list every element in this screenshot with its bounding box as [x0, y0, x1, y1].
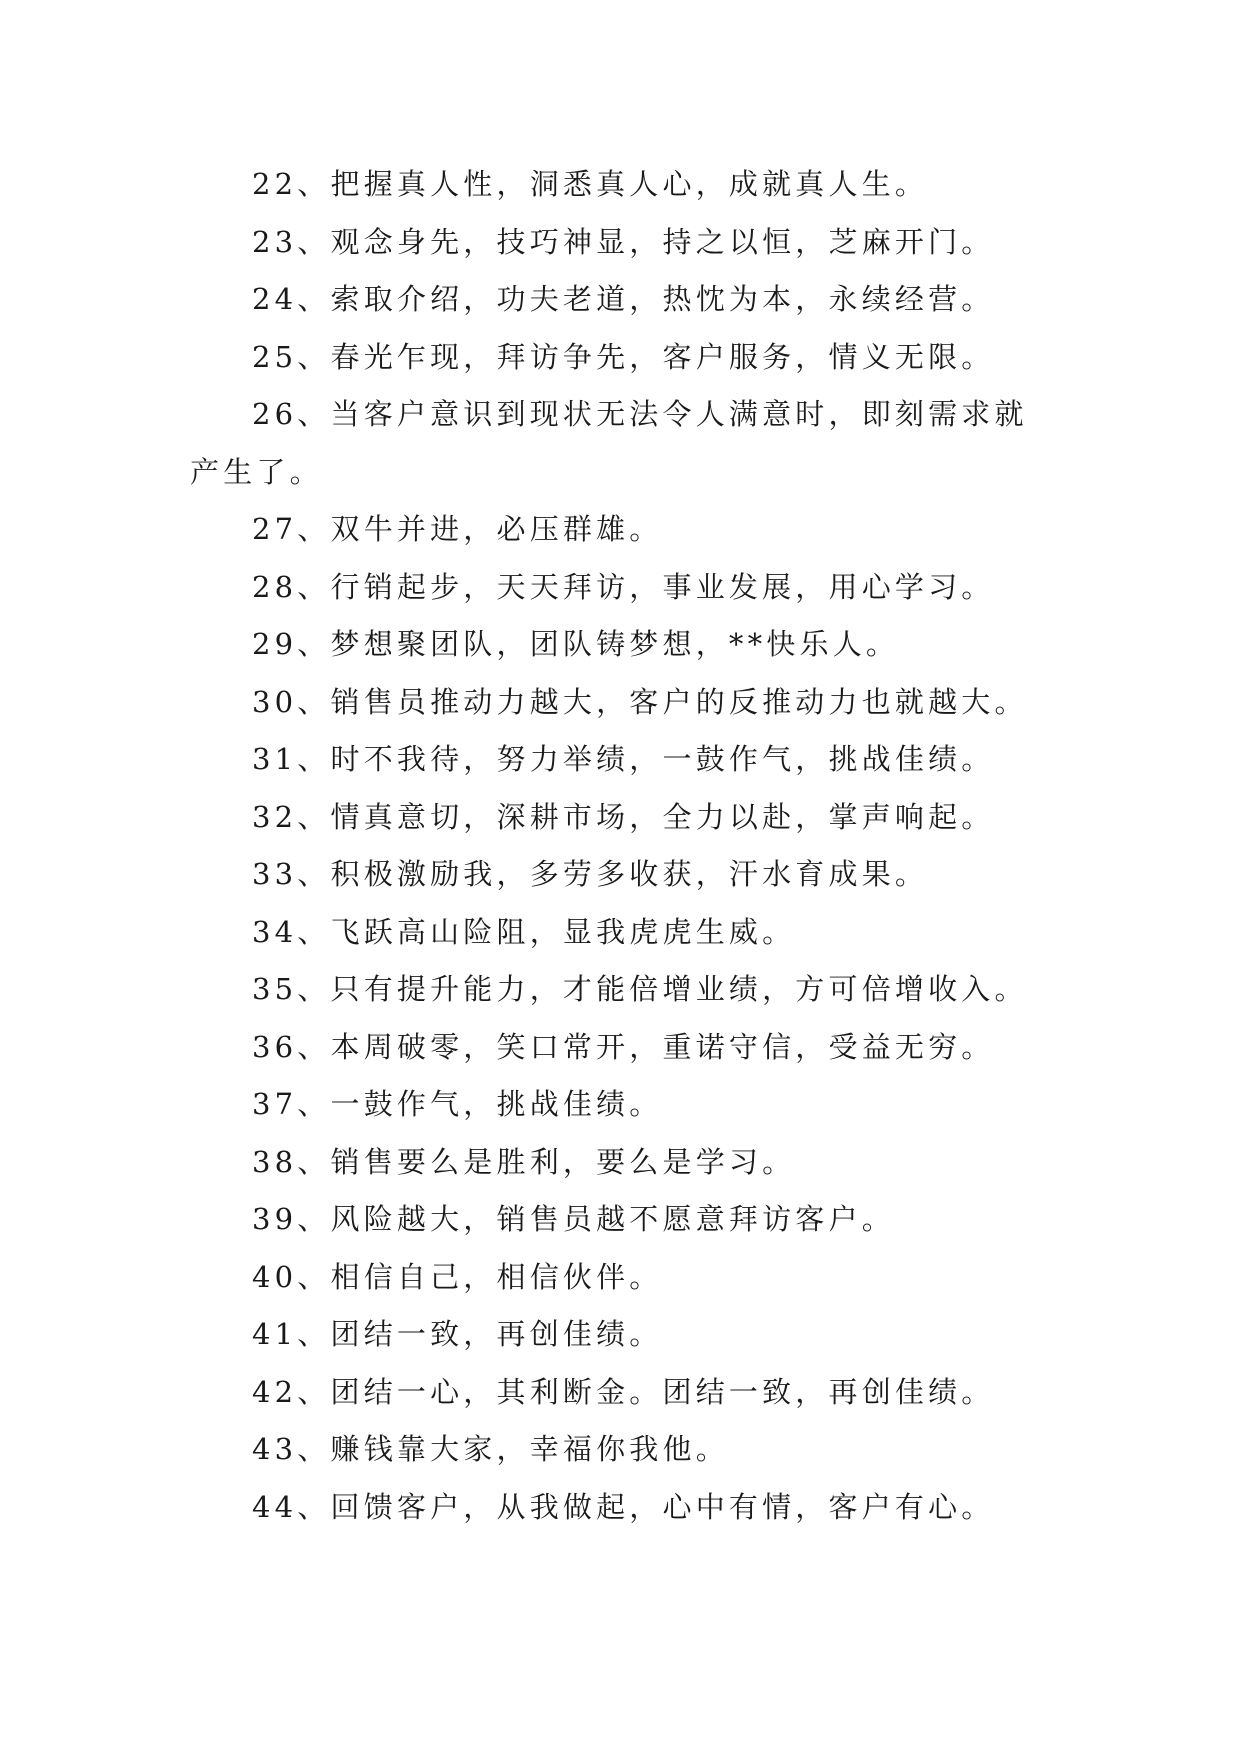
paragraph-27: 27、双牛并进，必压群雄。 [252, 512, 663, 546]
paragraph-28: 28、行销起步，天天拜访，事业发展，用心学习。 [252, 569, 995, 604]
paragraph-29: 29、梦想聚团队，团队铸梦想，**快乐人。 [252, 627, 900, 661]
paragraph-33: 33、积极激励我，多劳多收获，汗水育成果。 [252, 857, 929, 891]
paragraph-38: 38、销售要么是胜利，要么是学习。 [252, 1144, 796, 1179]
paragraph-26: 26、当客户意识到现状无法令人满意时，即刻需求就产生了。 [190, 397, 1028, 489]
paragraph-25: 25、春光乍现，拜访争先，客户服务，情义无限。 [252, 339, 995, 374]
paragraph-39: 39、风险越大，销售员越不愿意拜访客户。 [252, 1202, 895, 1236]
paragraph-24: 24、索取介绍，功夫老道，热忱为本，永续经营。 [252, 282, 995, 316]
paragraph-30: 30、销售员推动力越大，客户的反推动力也就越大。 [252, 684, 1028, 719]
paragraph-23: 23、观念身先，技巧神显，持之以恒，芝麻开门。 [252, 224, 995, 259]
paragraph-36: 36、本周破零，笑口常开，重诺守信，受益无穷。 [252, 1029, 995, 1064]
paragraph-41: 41、团结一致，再创佳绩。 [252, 1317, 663, 1351]
paragraph-43: 43、赚钱靠大家，幸福你我他。 [252, 1432, 729, 1466]
paragraph-37: 37、一鼓作气，挑战佳绩。 [252, 1087, 663, 1121]
paragraph-35: 35、只有提升能力，才能倍增业绩，方可倍增收入。 [252, 972, 1028, 1006]
document-body [190, 156, 1050, 1536]
paragraph-31: 31、时不我待，努力举绩，一鼓作气，挑战佳绩。 [252, 742, 995, 776]
paragraph-32: 32、情真意切，深耕市场，全力以赴，掌声响起。 [252, 799, 995, 834]
paragraph-34: 34、飞跃高山险阻，显我虎虎生威。 [252, 914, 796, 949]
paragraph-22: 22、把握真人性，洞悉真人心，成就真人生。 [252, 167, 929, 201]
paragraph-42: 42、团结一心，其利断金。团结一致，再创佳绩。 [252, 1374, 995, 1409]
paragraph-44: 44、回馈客户，从我做起，心中有情，客户有心。 [252, 1489, 995, 1524]
paragraph-40: 40、相信自己，相信伙伴。 [252, 1259, 663, 1294]
